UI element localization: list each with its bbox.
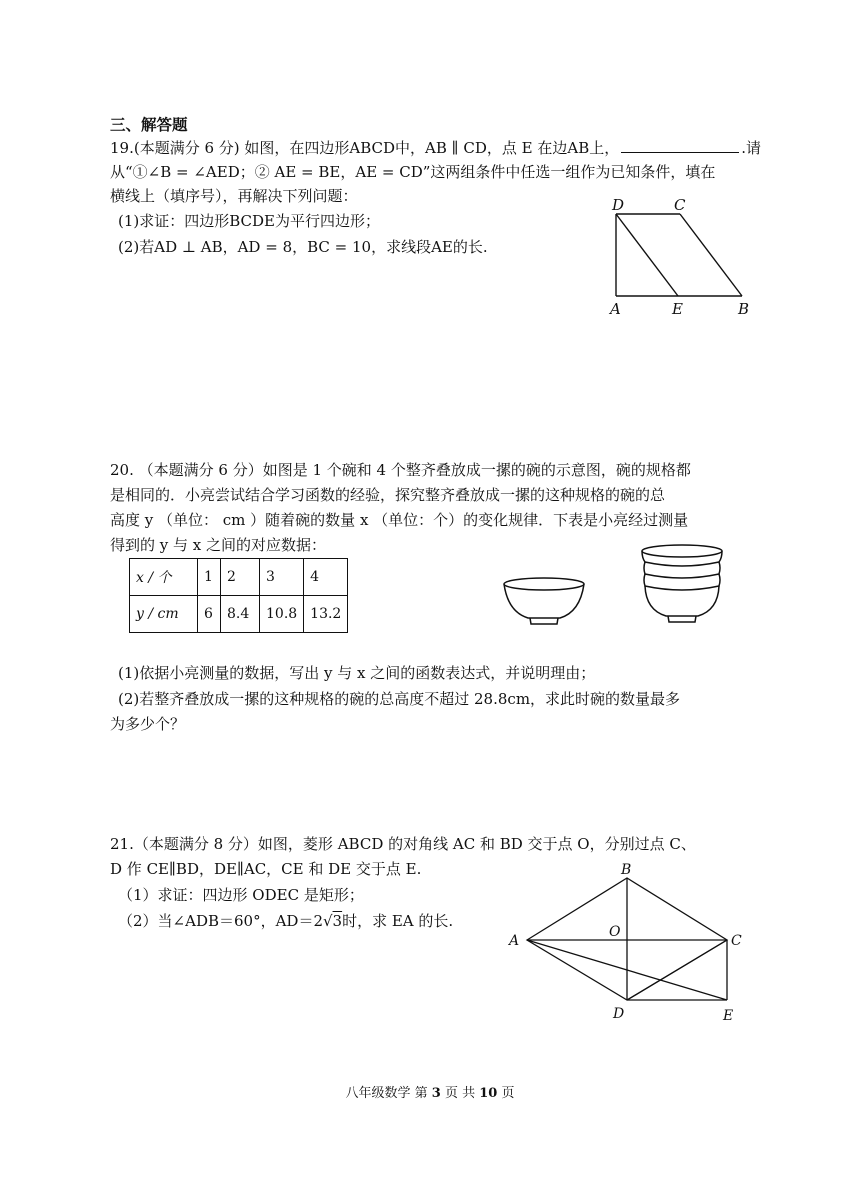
table-header-y: y / cm (130, 596, 198, 633)
table-row (130, 596, 348, 633)
stacked-bowls-image (636, 540, 728, 630)
table-cell: 13.2 (304, 596, 348, 633)
q19-line-3: 横线上（填序号），再解决下列问题： (110, 187, 358, 205)
section-title: 三、解答题 (110, 115, 188, 134)
q21-part-1: （1）求证：四边形 ODEC 是矩形； (118, 886, 364, 904)
q19-label-a: A (610, 300, 621, 318)
q19-label-b: B (738, 300, 750, 318)
q20-line-3: 高度 y （单位： cm ）随着碗的数量 x （单位：个）的变化规律．下表是小亮经过测量 (110, 511, 689, 529)
q19-edge-de (616, 214, 678, 296)
q20-data-table (129, 558, 348, 633)
q20-line-1: 20. （本题满分 6 分）如图是 1 个碗和 4 个整齐叠放成一摞的碗的示意图，碗的规格都 (110, 461, 691, 479)
q21-part-2-text: （2）当∠ADB＝60°，AD＝2 (118, 912, 323, 930)
q21-label-c: C (731, 933, 742, 949)
q20-part-2-line-2: 为多少个？ (110, 715, 186, 733)
table-cell: 10.8 (260, 596, 304, 633)
sqrt-radicand: 3 (332, 912, 343, 930)
q19-line-1-text: 19.(本题满分 6 分) 如图，在四边形ABCD中，AB ∥ CD，点 E 在边AB上， (110, 139, 620, 157)
q19-label-c: C (674, 196, 686, 214)
table-header-x: x / 个 (130, 559, 198, 596)
q21-label-a: A (509, 933, 520, 949)
q19-label-d: D (612, 196, 625, 214)
q20-line-4: 得到的 y 与 x 之间的对应数据： (110, 536, 327, 554)
footer-total-pages: 10 (479, 1086, 498, 1101)
segment-dc (627, 940, 727, 1000)
q19-line-1 (110, 137, 760, 159)
q19-edge-cb (680, 214, 742, 296)
q21-line-1: 21.（本题满分 8 分）如图，菱形 ABCD 的对角线 AC 和 BD 交于点 O，分别过点 C、 (110, 835, 696, 853)
q20-part-2-line-1: (2)若整齐叠放成一摞的这种规格的碗的总高度不超过 28.8cm，求此时碗的数量最多 (118, 690, 681, 708)
q21-label-o: O (609, 924, 621, 940)
q19-label-e: E (672, 300, 683, 318)
footer-text-post: 页 (497, 1086, 515, 1101)
table-cell: 2 (221, 559, 260, 596)
page-footer (0, 1082, 860, 1101)
q20-part-1: (1)依据小亮测量的数据，写出 y 与 x 之间的函数表达式，并说明理由； (118, 664, 596, 682)
q19-figure (600, 192, 760, 322)
table-cell: 4 (304, 559, 348, 596)
q21-line-2: D 作 CE∥BD，DE∥AC，CE 和 DE 交于点 E. (110, 860, 422, 878)
q21-label-d: D (613, 1006, 625, 1022)
q19-part-2: (2)若AD ⊥ AB，AD = 8，BC = 10，求线段AE的长. (118, 238, 488, 256)
footer-page-number: 3 (431, 1086, 441, 1101)
q19-part-1: (1)求证：四边形BCDE为平行四边形； (118, 212, 381, 230)
footer-text-mid: 页 共 (440, 1086, 480, 1101)
q20-line-2: 是相同的．小亮尝试结合学习函数的经验，探究整齐叠放成一摞的这种规格的碗的总 (110, 486, 666, 504)
q19-answer-blank[interactable] (621, 138, 739, 153)
q21-label-e: E (723, 1008, 734, 1024)
table-cell: 1 (198, 559, 221, 596)
table-cell: 6 (198, 596, 221, 633)
q19-line-1-tail: .请 (741, 139, 761, 157)
q21-rhombus-figure (505, 858, 760, 1028)
q21-label-b: B (621, 862, 632, 878)
footer-text-pre: 八年级数学 第 (345, 1086, 432, 1101)
table-cell: 8.4 (221, 596, 260, 633)
table-row (130, 559, 348, 596)
q21-part-2-tail: 时，求 EA 的长. (342, 912, 454, 930)
sqrt-symbol: √3 (322, 912, 343, 930)
single-bowl-image (498, 572, 590, 630)
table-cell: 3 (260, 559, 304, 596)
q19-line-2: 从“①∠B = ∠AED；② AE = BE，AE = CD”这两组条件中任选一组作为已知条件，填在 (110, 163, 716, 181)
